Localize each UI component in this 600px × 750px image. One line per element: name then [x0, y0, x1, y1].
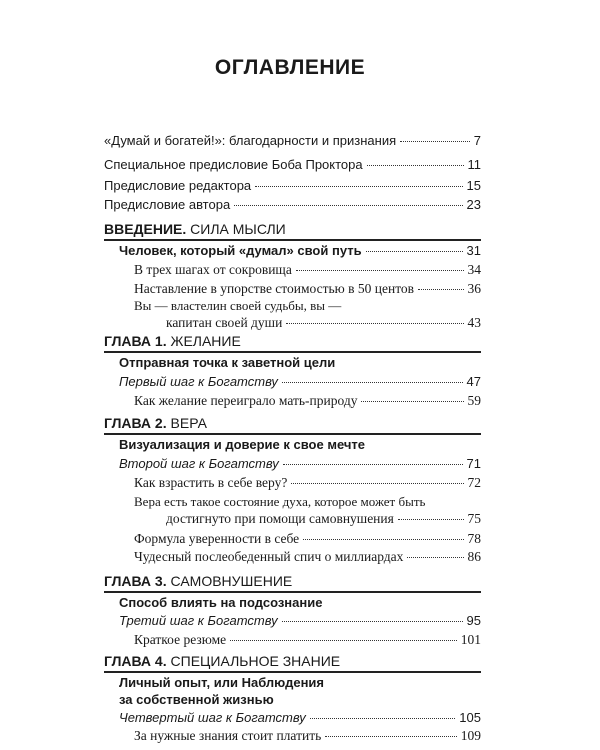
toc-entry-text: Четвертый шаг к Богатству	[119, 710, 306, 725]
toc-subentry[interactable]	[134, 531, 481, 547]
toc-subentry-line1[interactable]: Вы — властелин своей судьбы, вы —	[134, 298, 342, 313]
dot-leader	[296, 270, 464, 271]
chapter-heading	[104, 653, 340, 669]
toc-subentry[interactable]	[166, 511, 481, 527]
toc-entry[interactable]	[104, 157, 481, 172]
chapter-heading-label: ГЛАВА 1.	[104, 333, 167, 349]
chapter-heading-title: ЖЕЛАНИЕ	[166, 333, 241, 349]
section-heading-title: СИЛА МЫСЛИ	[186, 221, 286, 237]
toc-entry[interactable]	[104, 178, 481, 193]
toc-page-number: 86	[467, 549, 481, 564]
toc-page-number: 7	[473, 133, 481, 148]
section-divider	[104, 671, 481, 673]
toc-subentry[interactable]	[134, 632, 481, 648]
toc-entry[interactable]	[119, 710, 481, 725]
toc-page-number: 95	[466, 613, 481, 628]
section-divider	[104, 239, 481, 241]
toc-entry-text: Чудесный послеобеденный спич о миллиардах	[134, 549, 404, 564]
chapter-heading	[104, 415, 207, 431]
dot-leader	[230, 640, 457, 641]
toc-page-number: 34	[467, 262, 481, 277]
toc-entry[interactable]	[119, 613, 481, 628]
dot-leader	[418, 289, 463, 290]
toc-entry[interactable]	[119, 243, 481, 258]
toc-page-number: 15	[466, 178, 481, 193]
toc-subentry[interactable]	[134, 475, 481, 491]
chapter-heading-title: СПЕЦИАЛЬНОЕ ЗНАНИЕ	[166, 653, 341, 669]
toc-entry-text: «Думай и богатей!»: благодарности и признания	[104, 133, 397, 148]
chapter-heading-label: ГЛАВА 4.	[104, 653, 167, 669]
toc-entry[interactable]	[119, 374, 481, 389]
toc-entry-text: Человек, который «думал» свой путь	[119, 243, 362, 258]
section-heading	[104, 221, 286, 237]
dot-leader	[366, 251, 463, 252]
chapter-subtitle-line2: за собственной жизнью	[119, 692, 274, 707]
toc-page-number: 23	[466, 197, 481, 212]
dot-leader	[310, 718, 456, 719]
section-heading-label: ВВЕДЕНИЕ.	[104, 221, 187, 237]
toc-entry-text: Как взрастить в себе веру?	[134, 475, 288, 490]
toc-entry-text: Краткое резюме	[134, 632, 227, 647]
dot-leader	[255, 186, 462, 187]
toc-page-number: 59	[467, 393, 481, 408]
toc-page-number: 31	[466, 243, 481, 258]
dot-leader	[398, 519, 464, 520]
page-title: ОГЛАВЛЕНИЕ	[214, 56, 366, 79]
toc-page-number: 71	[466, 456, 481, 471]
chapter-heading-title: ВЕРА	[166, 415, 207, 431]
chapter-heading	[104, 573, 292, 589]
toc-page-number: 11	[467, 157, 481, 172]
dot-leader	[234, 205, 462, 206]
toc-subentry[interactable]	[134, 549, 481, 565]
toc-entry-text: Второй шаг к Богатству	[119, 456, 279, 471]
toc-page-number: 72	[467, 475, 481, 490]
toc-entry[interactable]	[104, 197, 481, 212]
toc-page-number: 78	[467, 531, 481, 546]
toc-subentry[interactable]	[134, 393, 481, 409]
toc-entry-text: За нужные знания стоит платить	[134, 728, 322, 743]
section-divider	[104, 433, 481, 435]
dot-leader	[282, 621, 463, 622]
chapter-subtitle: Личный опыт, или Наблюдения	[119, 675, 325, 690]
chapter-subtitle: Отправная точка к заветной цели	[119, 355, 336, 370]
toc-entry-text: Специальное предисловие Боба Проктора	[104, 157, 363, 172]
section-divider	[104, 351, 481, 353]
toc-page-number: 109	[460, 728, 481, 743]
chapter-heading	[104, 333, 241, 349]
toc-entry-text: Первый шаг к Богатству	[119, 374, 278, 389]
toc-subentry[interactable]	[134, 281, 481, 297]
dot-leader	[367, 165, 464, 166]
toc-entry-text: В трех шагах от сокровища	[134, 262, 292, 277]
dot-leader	[325, 736, 457, 737]
dot-leader	[361, 401, 463, 402]
toc-page-number: 47	[466, 374, 481, 389]
toc-subentry-line1[interactable]: Вера есть такое состояние духа, которое может быть	[134, 494, 426, 509]
chapter-heading-title: САМОВНУШЕНИЕ	[166, 573, 293, 589]
toc-entry[interactable]	[119, 456, 481, 471]
section-divider	[104, 591, 481, 593]
toc-page-number: 36	[467, 281, 481, 296]
dot-leader	[286, 323, 463, 324]
toc-entry[interactable]	[104, 133, 481, 148]
toc-entry-text: Предисловие автора	[104, 197, 231, 212]
toc-entry-text: Наставление в упорстве стоимостью в 50 центов	[134, 281, 415, 296]
toc-page-number: 43	[467, 315, 481, 330]
chapter-subtitle: Визуализация и доверие к свое мечте	[119, 437, 365, 452]
dot-leader	[282, 382, 463, 383]
dot-leader	[291, 483, 463, 484]
toc-entry-text: капитан своей души	[166, 315, 283, 330]
chapter-subtitle: Способ влиять на подсознание	[119, 595, 323, 610]
dot-leader	[283, 464, 463, 465]
toc-page-number: 101	[460, 632, 481, 647]
toc-entry-text: достигнуто при помощи самовнушения	[166, 511, 394, 526]
toc-subentry[interactable]	[134, 728, 481, 744]
toc-page-number: 105	[459, 710, 481, 725]
dot-leader	[407, 557, 463, 558]
toc-entry-text: Как желание переиграло мать-природу	[134, 393, 358, 408]
toc-entry-text: Третий шаг к Богатству	[119, 613, 278, 628]
dot-leader	[400, 141, 470, 142]
toc-entry-text: Предисловие редактора	[104, 178, 252, 193]
toc-subentry[interactable]	[134, 262, 481, 278]
toc-entry-text: Формула уверенности в себе	[134, 531, 300, 546]
chapter-heading-label: ГЛАВА 2.	[104, 415, 167, 431]
dot-leader	[303, 539, 463, 540]
toc-subentry[interactable]	[166, 315, 481, 331]
toc-page-number: 75	[467, 511, 481, 526]
chapter-heading-label: ГЛАВА 3.	[104, 573, 167, 589]
